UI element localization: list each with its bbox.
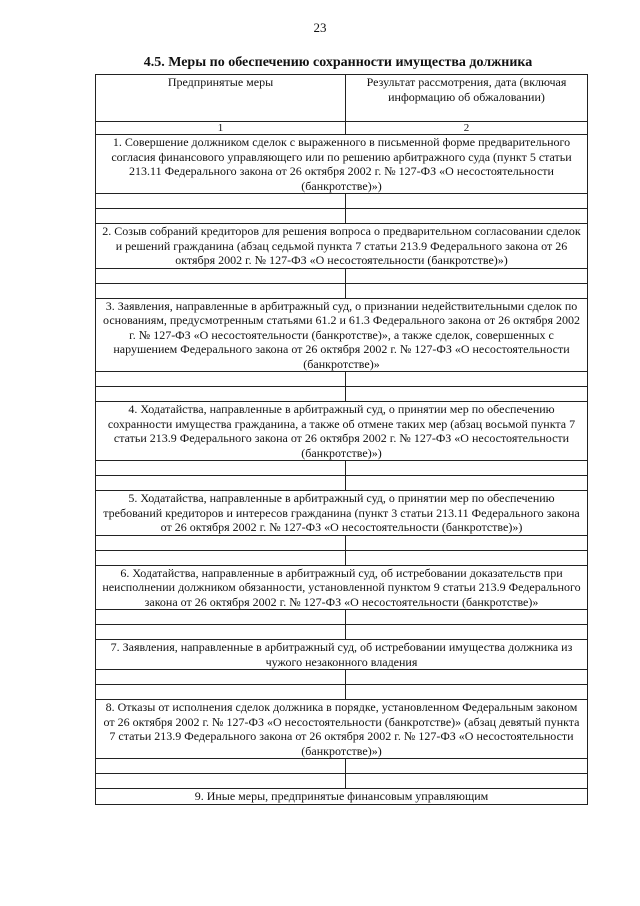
column-header-result: Результат рассмотрения, дата (включая информацию об обжаловании) bbox=[346, 75, 588, 122]
section-row bbox=[96, 224, 588, 269]
section-title: 4.5. Меры по обеспечению сохранности имущества должника bbox=[143, 55, 533, 70]
table-cell bbox=[96, 535, 346, 550]
column-number-1: 1 bbox=[96, 122, 346, 135]
table-cell bbox=[346, 685, 588, 700]
table-cell bbox=[346, 670, 588, 685]
table-cell bbox=[96, 194, 346, 209]
measures-table bbox=[95, 74, 588, 805]
table-cell bbox=[346, 625, 588, 640]
table-cell bbox=[96, 268, 346, 283]
measure-8-title: 8. Отказы от исполнения сделок должника в порядке, установленном Федеральным законом от 26 октября 2002 г. № 127-ФЗ «О несостоятельности (банкротстве)» (абзац девятый пункта 7 статьи 213.9 Федерального закона от 26 октября 2002 г. № 127-ФЗ «О несостоятельности (банкротстве)») bbox=[96, 700, 588, 759]
table-cell bbox=[346, 283, 588, 298]
measure-3-title: 3. Заявления, направленные в арбитражный суд, о признании недействительными сделок по основаниям, предусмотренным статьями 61.2 и 61.3 Федерального закона от 26 октября 2002 г. № 127-ФЗ «О несостоятельности (банкротстве)», а также сделок, совершенных с нарушением Федерального закона от 26 октября 2002 г. № 127-ФЗ «О несостоятельности (банкротстве)» bbox=[96, 298, 588, 372]
table-cell bbox=[96, 625, 346, 640]
page-number: 23 bbox=[313, 20, 327, 35]
table-cell bbox=[346, 550, 588, 565]
table-row bbox=[96, 774, 588, 789]
measure-5-title: 5. Ходатайства, направленные в арбитражный суд, о принятии мер по обеспечению требований кредиторов и интересов гражданина (пункт 3 статьи 213.11 Федерального закона от 26 октября 2002 г. № 127-ФЗ «О несостоятельности (банкротстве)») bbox=[96, 491, 588, 536]
table-cell bbox=[346, 476, 588, 491]
table-cell bbox=[96, 550, 346, 565]
section-row bbox=[96, 700, 588, 759]
table-row bbox=[96, 194, 588, 209]
table-row bbox=[96, 670, 588, 685]
table-cell bbox=[96, 670, 346, 685]
table-row bbox=[96, 685, 588, 700]
table-cell bbox=[96, 610, 346, 625]
measure-4-title: 4. Ходатайства, направленные в арбитражный суд, о принятии мер по обеспечению сохранности имущества гражданина, а также об отмене таких мер (абзац восьмой пункта 7 статьи 213.9 Федерального закона от 26 октября 2002 г. № 127-ФЗ «О несостоятельности (банкротстве)») bbox=[96, 402, 588, 461]
section-row bbox=[96, 491, 588, 536]
measure-7-title: 7. Заявления, направленные в арбитражный суд, об истребовании имущества должника из чужого незаконного владения bbox=[96, 640, 588, 670]
table-cell bbox=[346, 610, 588, 625]
section-row bbox=[96, 135, 588, 194]
table-cell bbox=[346, 774, 588, 789]
table-row bbox=[96, 476, 588, 491]
table-row bbox=[96, 209, 588, 224]
section-row bbox=[96, 640, 588, 670]
table-cell bbox=[346, 759, 588, 774]
table-cell bbox=[346, 387, 588, 402]
table-cell bbox=[96, 283, 346, 298]
table-row bbox=[96, 372, 588, 387]
table-cell bbox=[96, 476, 346, 491]
measure-6-title: 6. Ходатайства, направленные в арбитражный суд, об истребовании доказательств при неисполнении должником обязанности, установленной пунктом 9 статьи 213.9 Федерального закона от 26 октября 2002 г. № 127-ФЗ «О несостоятельности (банкротстве)» bbox=[96, 565, 588, 610]
table-cell bbox=[346, 372, 588, 387]
measure-9-title: 9. Иные меры, предпринятые финансовым управляющим bbox=[96, 789, 588, 805]
section-row bbox=[96, 402, 588, 461]
measure-1-title: 1. Совершение должником сделок с выраженного в письменной форме предварительного согласия финансового управляющего или по решению арбитражного суда (пункт 5 статьи 213.11 Федерального закона от 26 октября 2002 г. № 127-ФЗ «О несостоятельности (банкротстве)») bbox=[96, 135, 588, 194]
table-cell bbox=[346, 535, 588, 550]
table-cell bbox=[346, 461, 588, 476]
section-row bbox=[96, 789, 588, 805]
table-cell bbox=[96, 759, 346, 774]
table-row bbox=[96, 535, 588, 550]
table-row bbox=[96, 461, 588, 476]
table-cell bbox=[96, 685, 346, 700]
table-header-row bbox=[96, 75, 588, 122]
table-cell bbox=[96, 372, 346, 387]
table-cell bbox=[96, 461, 346, 476]
table-cell bbox=[346, 268, 588, 283]
column-header-measures: Предпринятые меры bbox=[96, 75, 346, 122]
section-row bbox=[96, 298, 588, 372]
table-row bbox=[96, 610, 588, 625]
table-row bbox=[96, 759, 588, 774]
table-cell bbox=[346, 209, 588, 224]
table-cell bbox=[346, 194, 588, 209]
measure-2-title: 2. Созыв собраний кредиторов для решения вопроса о предварительном согласовании сделок и решений гражданина (абзац седьмой пункта 7 статьи 213.9 Федерального закона от 26 октября 2002 г. № 127-ФЗ «О несостоятельности (банкротстве)») bbox=[96, 224, 588, 269]
table-row bbox=[96, 283, 588, 298]
table-row bbox=[96, 550, 588, 565]
table-row bbox=[96, 268, 588, 283]
section-row bbox=[96, 565, 588, 610]
table-row bbox=[96, 625, 588, 640]
table-cell bbox=[96, 209, 346, 224]
column-number-row bbox=[96, 122, 588, 135]
column-number-2: 2 bbox=[346, 122, 588, 135]
table-row bbox=[96, 387, 588, 402]
table-cell bbox=[96, 774, 346, 789]
table-cell bbox=[96, 387, 346, 402]
